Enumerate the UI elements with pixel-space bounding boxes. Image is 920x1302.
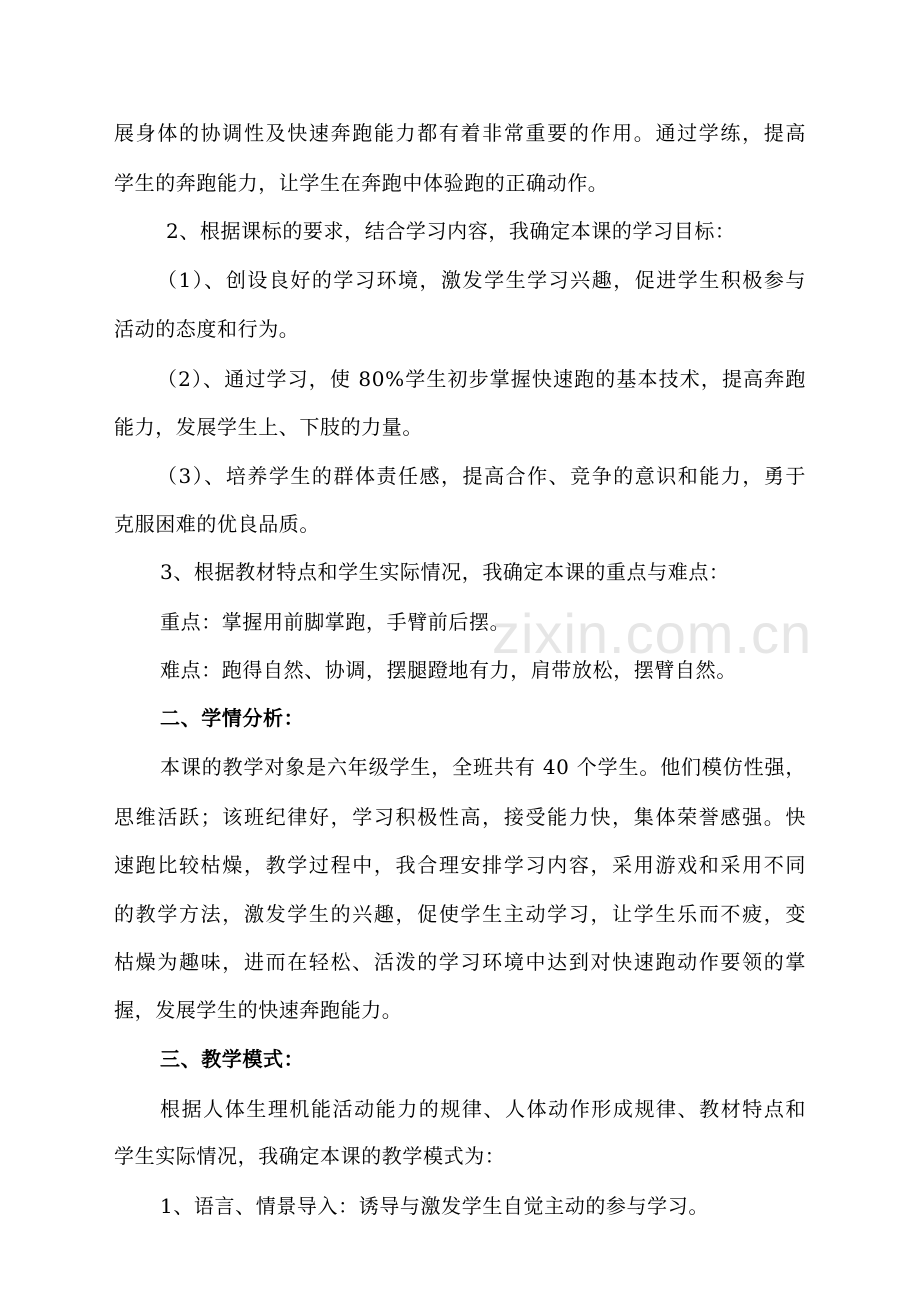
paragraph-line: 活动的态度和行为。: [114, 317, 300, 341]
paragraph-line: 握，发展学生的快速奔跑能力。: [114, 998, 403, 1022]
paragraph-line: 2、根据课标的要求，结合学习内容，我确定本课的学习目标：: [166, 219, 736, 243]
paragraph-line: 学生实际情况，我确定本课的教学模式为：: [114, 1144, 506, 1168]
paragraph-line: 的教学方法，激发学生的兴趣，促使学生主动学习，让学生乐而不疲，变: [114, 902, 806, 926]
paragraph-line: 学生的奔跑能力，让学生在奔跑中体验跑的正确动作。: [114, 171, 609, 195]
paragraph-line: 重点：掌握用前脚掌跑，手臂前后摆。: [160, 610, 511, 634]
paragraph-line: 3、根据教材特点和学生实际情况，我确定本课的重点与难点：: [160, 560, 730, 584]
paragraph-line: （1）、创设良好的学习环境，激发学生学习兴趣，促进学生积极参与: [157, 268, 806, 292]
paragraph-line: 思维活跃；该班纪律好，学习积极性高，接受能力快，集体荣誉感强。快: [114, 805, 806, 829]
paragraph-line: 本课的教学对象是六年级学生，全班共有 40 个学生。他们模仿性强，: [160, 755, 806, 779]
paragraph-line: 展身体的协调性及快速奔跑能力都有着非常重要的作用。通过学练，提高: [114, 121, 806, 145]
paragraph-line: 克服困难的优良品质。: [114, 512, 320, 536]
paragraph-line: （3）、培养学生的群体责任感，提高合作、竞争的意识和能力，勇于: [157, 464, 806, 488]
section-heading: 三、教学模式：: [160, 1047, 305, 1071]
paragraph-line: 枯燥为趣味，进而在轻松、活泼的学习环境中达到对快速跑动作要领的掌: [114, 950, 806, 974]
paragraph-line: （2）、通过学习，使 80%学生初步掌握快速跑的基本技术，提高奔跑: [157, 367, 806, 391]
paragraph-line: 1、语言、情景导入：诱导与激发学生自觉主动的参与学习。: [160, 1194, 709, 1218]
paragraph-line: 速跑比较枯燥，教学过程中，我合理安排学习内容，采用游戏和采用不同: [114, 853, 806, 877]
paragraph-line: 能力，发展学生上、下肢的力量。: [114, 415, 423, 439]
paragraph-line: 根据人体生理机能活动能力的规律、人体动作形成规律、教材特点和: [160, 1097, 806, 1121]
paragraph-line: 难点：跑得自然、协调，摆腿蹬地有力，肩带放松，摆臂自然。: [160, 658, 737, 682]
section-heading: 二、学情分析：: [160, 706, 305, 730]
watermark: zixin.com.cn: [492, 602, 813, 665]
